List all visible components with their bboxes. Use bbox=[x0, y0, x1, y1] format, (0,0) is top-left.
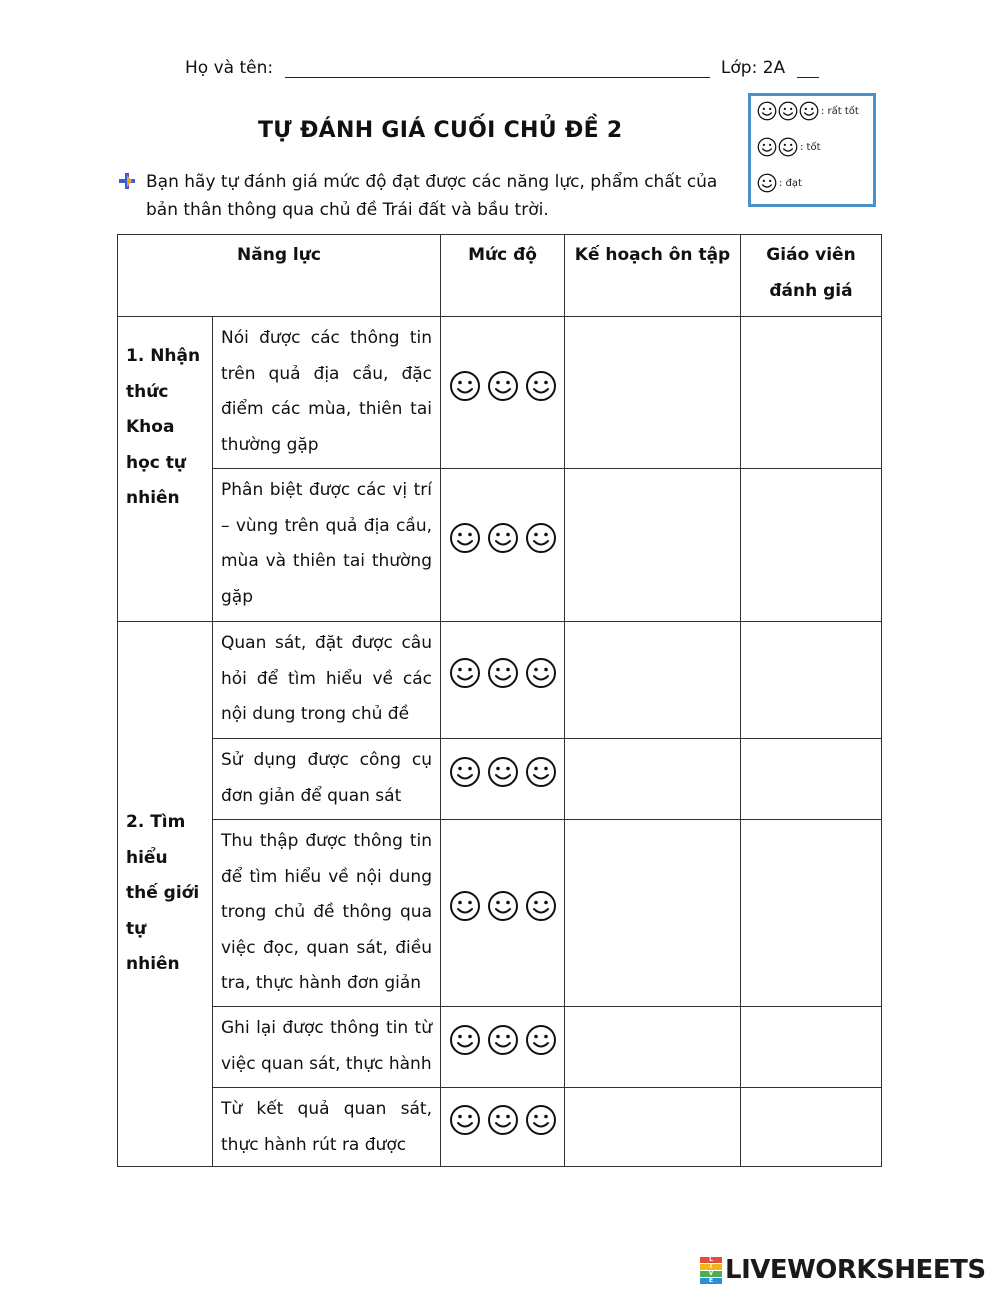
level-faces[interactable] bbox=[441, 820, 565, 1007]
smiley-icon bbox=[487, 1024, 519, 1056]
bullet-arrow-icon bbox=[118, 172, 136, 190]
plan-cell[interactable] bbox=[565, 317, 741, 469]
ability-description: Thu thập được thông tin để tìm hiểu về nội dung trong chủ đề thông qua việc đọc, quan sát, điều tra, thực hành đơn giản bbox=[213, 820, 441, 1007]
smiley-icon bbox=[525, 657, 557, 689]
table-row bbox=[118, 1007, 882, 1088]
header-teacher: Giáo viên đánh giá bbox=[741, 235, 882, 317]
smiley-icon bbox=[449, 756, 481, 788]
legend-pass bbox=[757, 173, 802, 193]
plan-cell[interactable] bbox=[565, 1007, 741, 1088]
level-faces[interactable] bbox=[441, 1088, 565, 1167]
smiley-icon bbox=[487, 1104, 519, 1136]
plan-cell[interactable] bbox=[565, 820, 741, 1007]
level-faces[interactable] bbox=[441, 1007, 565, 1088]
plan-cell[interactable] bbox=[565, 622, 741, 739]
ability-description: Nói được các thông tin trên quả địa cầu, đặc điểm các mùa, thiên tai thường gặp bbox=[213, 317, 441, 469]
ability-description: Ghi lại được thông tin từ việc quan sát, thực hành bbox=[213, 1007, 441, 1088]
teacher-cell[interactable] bbox=[741, 469, 882, 622]
category-cell: 1. Nhận thức Khoa học tự nhiên bbox=[118, 317, 213, 622]
brand-logo bbox=[700, 1256, 986, 1284]
smiley-icon bbox=[525, 370, 557, 402]
legend-good bbox=[757, 137, 821, 157]
smiley-icon bbox=[525, 1024, 557, 1056]
smiley-icon bbox=[757, 173, 777, 193]
table-header-row bbox=[118, 235, 882, 317]
smiley-icon bbox=[487, 890, 519, 922]
smiley-icon bbox=[757, 137, 777, 157]
table-row bbox=[118, 1088, 882, 1167]
ability-description: Quan sát, đặt được câu hỏi để tìm hiểu về các nội dung trong chủ đề bbox=[213, 622, 441, 739]
smiley-icon bbox=[449, 522, 481, 554]
legend-very-good-label: : rất tốt bbox=[821, 105, 859, 117]
name-label: Họ và tên: bbox=[185, 58, 274, 78]
legend-good-label: : tốt bbox=[800, 141, 821, 153]
teacher-cell[interactable] bbox=[741, 622, 882, 739]
assessment-table bbox=[117, 234, 882, 1167]
smiley-icon bbox=[525, 1104, 557, 1136]
level-faces[interactable] bbox=[441, 469, 565, 622]
smiley-icon bbox=[449, 890, 481, 922]
brand-name: LIVEWORKSHEETS bbox=[725, 1255, 986, 1285]
smiley-icon bbox=[487, 756, 519, 788]
header-ability: Năng lực bbox=[118, 235, 441, 317]
teacher-cell[interactable] bbox=[741, 1007, 882, 1088]
smiley-icon bbox=[799, 101, 819, 121]
teacher-cell[interactable] bbox=[741, 317, 882, 469]
ability-description: Từ kết quả quan sát, thực hành rút ra được bbox=[213, 1088, 441, 1167]
legend-very-good bbox=[757, 101, 859, 121]
smiley-icon bbox=[778, 137, 798, 157]
smiley-icon bbox=[525, 522, 557, 554]
table-row bbox=[118, 469, 882, 622]
plan-cell[interactable] bbox=[565, 1088, 741, 1167]
name-field[interactable] bbox=[285, 61, 710, 78]
level-faces[interactable] bbox=[441, 622, 565, 739]
teacher-cell[interactable] bbox=[741, 1088, 882, 1167]
header-plan: Kế hoạch ôn tập bbox=[565, 235, 741, 317]
header-level: Mức độ bbox=[441, 235, 565, 317]
smiley-icon bbox=[778, 101, 798, 121]
level-faces[interactable] bbox=[441, 317, 565, 469]
smiley-icon bbox=[449, 370, 481, 402]
smiley-icon bbox=[449, 657, 481, 689]
page-title: TỰ ĐÁNH GIÁ CUỐI CHỦ ĐỀ 2 bbox=[258, 118, 623, 143]
class-field[interactable] bbox=[797, 61, 819, 78]
smiley-icon bbox=[487, 657, 519, 689]
intro bbox=[118, 168, 738, 224]
intro-text: Bạn hãy tự đánh giá mức độ đạt được các năng lực, phẩm chất của bản thân thông qua chủ đề Trái đất và bầu trời. bbox=[146, 172, 718, 220]
class-label: Lớp: 2A bbox=[720, 58, 786, 78]
table-row bbox=[118, 317, 882, 469]
smiley-icon bbox=[487, 370, 519, 402]
brand-cubes-icon: L I V E bbox=[700, 1257, 722, 1283]
plan-cell[interactable] bbox=[565, 739, 741, 820]
smiley-icon bbox=[757, 101, 777, 121]
smiley-icon bbox=[449, 1024, 481, 1056]
teacher-cell[interactable] bbox=[741, 820, 882, 1007]
category-cell: 2. Tìm hiểu thế giới tự nhiên bbox=[118, 622, 213, 1167]
ability-description: Sử dụng được công cụ đơn giản để quan sát bbox=[213, 739, 441, 820]
smiley-icon bbox=[525, 890, 557, 922]
table-row bbox=[118, 820, 882, 1007]
smiley-icon bbox=[525, 756, 557, 788]
plan-cell[interactable] bbox=[565, 469, 741, 622]
table-row bbox=[118, 739, 882, 820]
legend-pass-label: : đạt bbox=[779, 177, 802, 189]
table-row bbox=[118, 622, 882, 739]
legend-box bbox=[748, 93, 876, 207]
level-faces[interactable] bbox=[441, 739, 565, 820]
ability-description: Phân biệt được các vị trí – vùng trên quả địa cầu, mùa và thiên tai thường gặp bbox=[213, 469, 441, 622]
smiley-icon bbox=[487, 522, 519, 554]
smiley-icon bbox=[449, 1104, 481, 1136]
header-line bbox=[185, 58, 819, 78]
teacher-cell[interactable] bbox=[741, 739, 882, 820]
